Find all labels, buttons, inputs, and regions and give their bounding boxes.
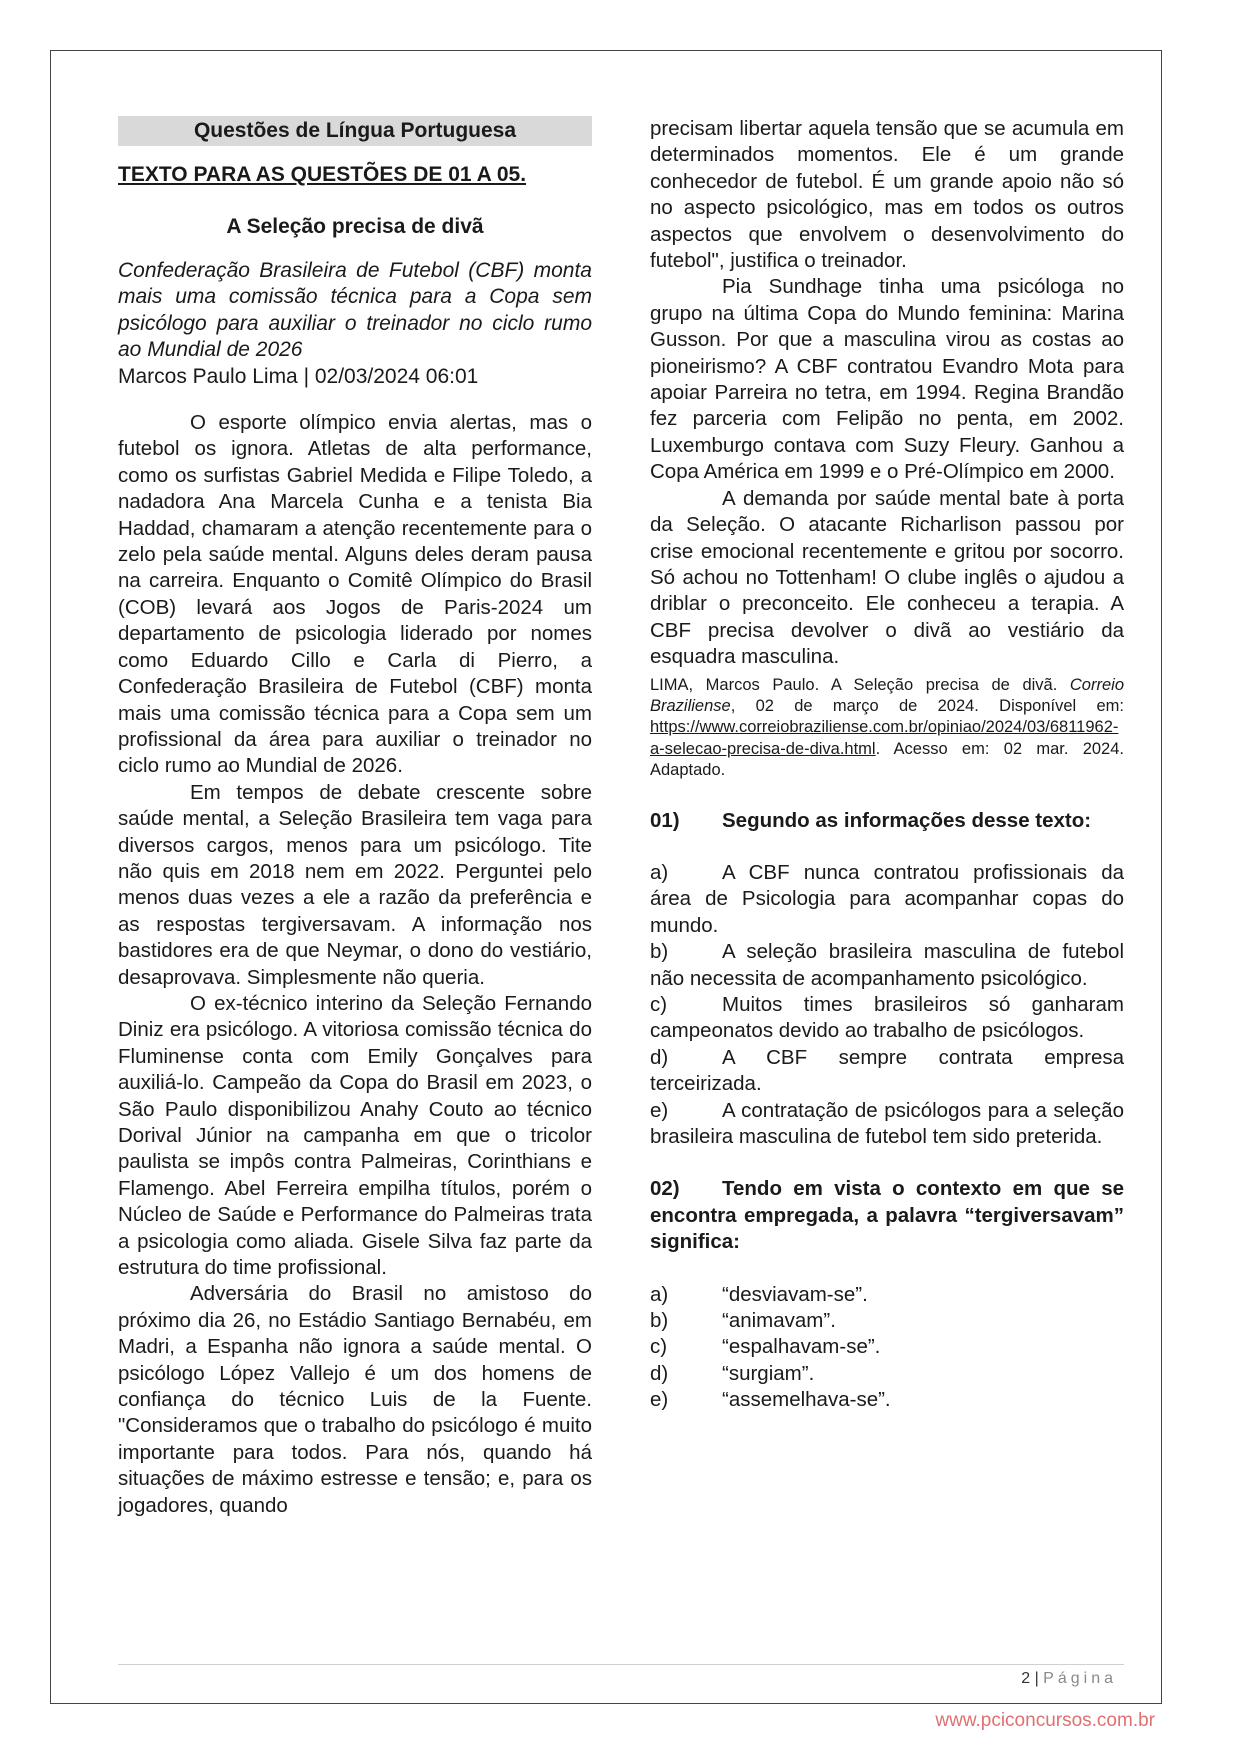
option-b[interactable] [650, 939, 1124, 992]
article-paragraph-6: A demanda por saúde mental bate à porta da Seleção. O atacante Richarlison passou por crise emocional recentemente e gritou por socorro. Só achou no Tottenham! O clube inglês o ajudou a driblar o preconceito. Ele conheceu a terapia. A CBF precisa devolver o divã ao vestiário da esquadra masculina. [650, 486, 1124, 669]
question-number: 01) [650, 808, 680, 832]
citation-source: Correio Braziliense [650, 675, 1124, 715]
left-column [118, 116, 592, 1519]
option-c[interactable] [650, 1334, 1124, 1360]
option-text: A seleção brasileira masculina de futebol não necessita de acompanhamento psicológico. [650, 940, 1124, 990]
option-label: d) [650, 1045, 669, 1069]
article-paragraph-4-end: precisam libertar aquela tensão que se acumula em determinados momentos. Ele é um grande conhecedor de futebol. É um grande apoio não só no aspecto psicológico, mas em todos os outros aspectos que envolvem o desenvolvimento do futebol", justifica o treinador. [650, 117, 1124, 273]
question-02-options [650, 1282, 1124, 1414]
option-label: a) [650, 860, 669, 884]
article-paragraph-1: O esporte olímpico envia alertas, mas o futebol os ignora. Atletas de alta performance, como os surfistas Gabriel Medida e Filipe Toledo, a nadadora Ana Marcela Cunha e a tenista Bia Haddad, chamaram a atenção recentemente para o zelo pela saúde mental. Alguns deles deram pausa na carreira. Enquanto o Comitê Olímpico do Brasil (COB) levará aos Jogos de Paris-2024 um departamento de psicologia liderado por nomes como Eduardo Cillo e Carla di Pierro, a Confederação Brasileira de Futebol (CBF) monta mais uma comissão técnica para a Copa sem um profissional da área para auxiliar o treinador no ciclo rumo ao Mundial de 2026. [118, 411, 592, 778]
option-d[interactable] [650, 1045, 1124, 1098]
article-citation [650, 675, 1124, 782]
article-subtitle: Confederação Brasileira de Futebol (CBF) monta mais uma comissão técnica para a Copa sem psicólogo para auxiliar o treinador no ciclo rumo ao Mundial de 2026 [118, 259, 592, 362]
option-label: c) [650, 1335, 668, 1359]
question-number: 02) [650, 1177, 680, 1201]
page-number [1021, 1670, 1117, 1688]
text-heading: TEXTO PARA AS QUESTÕES DE 01 A 05. [118, 163, 527, 186]
question-01-options [650, 860, 1124, 1150]
question-text: Tendo em vista o contexto em que se encontra empregada, a palavra “tergiversavam” significa: [650, 1177, 1124, 1254]
option-label: a) [650, 1282, 669, 1306]
option-text: “animavam”. [722, 1309, 836, 1333]
option-text: Muitos times brasileiros só ganharam campeonatos devido ao trabalho de psicólogos. [650, 993, 1124, 1043]
question-02 [650, 1176, 1124, 1255]
option-label: b) [650, 940, 669, 964]
article-title: A Seleção precisa de divã [226, 215, 484, 238]
option-label: e) [650, 1098, 669, 1122]
section-header: Questões de Língua Portuguesa [118, 116, 592, 146]
article-byline: Marcos Paulo Lima | 02/03/2024 06:01 [118, 364, 479, 388]
option-b[interactable] [650, 1308, 1124, 1334]
option-e[interactable] [650, 1098, 1124, 1151]
citation-url-link[interactable]: https://www.correiobraziliense.com.br/opiniao/2024/03/6811962-a-selecao-precisa-de-diva.html [650, 718, 1119, 758]
option-e[interactable] [650, 1387, 1124, 1413]
option-text: “desviavam-se”. [722, 1282, 868, 1306]
article-paragraph-4-start: Adversária do Brasil no amistoso do próximo dia 26, no Estádio Santiago Bernabéu, em Madri, a Espanha não ignora a saúde mental. O psicólogo López Vallejo é um dos homens de confiança do técnico Luis de la Fuente. "Consideramos que o trabalho do psicólogo é muito importante para todos. Para nós, quando há situações de máximo estresse e tensão; e, para os jogadores, quando [118, 1282, 592, 1517]
option-text: “espalhavam-se”. [722, 1335, 881, 1359]
question-text: Segundo as informações desse texto: [722, 808, 1092, 832]
option-label: c) [650, 993, 668, 1016]
option-a[interactable] [650, 860, 1124, 939]
article-paragraph-3: O ex-técnico interino da Seleção Fernando Diniz era psicólogo. A vitoriosa comissão técnica do Fluminense conta com Emily Gonçalves para auxiliá-lo. Campeão da Copa do Brasil em 2023, o São Paulo disponibilizou Anahy Couto ao técnico Dorival Júnior na campanha em que o tricolor paulista se impôs contra Palmeiras, Corinthians e Flamengo. Abel Ferreira empilha títulos, porém o Núcleo de Saúde e Performance do Palmeiras trata a psicologia como aliada. Gisele Silva faz parte da estrutura do time profissional. [118, 991, 592, 1280]
option-c[interactable] [650, 992, 1124, 1045]
question-01 [650, 808, 1124, 834]
option-text: A contratação de psicólogos para a seleção brasileira masculina de futebol tem sido preterida. [650, 1098, 1124, 1149]
option-text: “surgiam”. [722, 1361, 815, 1385]
article-paragraph-2: Em tempos de debate crescente sobre saúde mental, a Seleção Brasileira tem vaga para diversos cargos, menos para um psicólogo. Tite não quis em 2018 nem em 2022. Perguntei pelo menos duas vezes a ele a razão da preferência e as respostas tergiversavam. A informação nos bastidores era de que Neymar, o dono do vestiário, desaprovava. Simplesmente não queria. [118, 780, 592, 989]
option-text: A CBF nunca contratou profissionais da área de Psicologia para acompanhar copas do mundo. [650, 860, 1124, 937]
option-text: A CBF sempre contrata empresa terceirizada. [650, 1045, 1124, 1096]
option-d[interactable] [650, 1361, 1124, 1387]
citation-middle: , 02 de março de 2024. Disponível em: [730, 696, 1124, 715]
right-column [650, 116, 1124, 1440]
footer-divider [118, 1664, 1124, 1665]
option-text: “assemelhava-se”. [722, 1388, 891, 1412]
option-a[interactable] [650, 1282, 1124, 1308]
page-number-separator: | [1034, 1670, 1039, 1687]
option-label: b) [650, 1309, 669, 1333]
option-label: d) [650, 1361, 669, 1385]
citation-prefix: LIMA, Marcos Paulo. A Seleção precisa de divã. [650, 675, 1070, 694]
article-paragraph-5: Pia Sundhage tinha uma psicóloga no grupo na última Copa do Mundo feminina: Marina Gusson. Por que a masculina virou as costas ao pioneirismo? A CBF contratou Evandro Mota para apoiar Parreira no tetra, em 1994. Regina Brandão fez parceria com Felipão no penta, em 2002. Luxemburgo contava com Suzy Fleury. Ganhou a Copa América em 1999 e o Pré-Olímpico em 2000. [650, 275, 1124, 484]
option-label: e) [650, 1388, 669, 1412]
site-watermark: www.pciconcursos.com.br [935, 1710, 1155, 1731]
page-word: Página [1043, 1670, 1117, 1687]
citation-suffix: . Acesso em: 02 mar. 2024. Adaptado. [650, 739, 1124, 780]
page-number-value: 2 [1021, 1670, 1031, 1687]
